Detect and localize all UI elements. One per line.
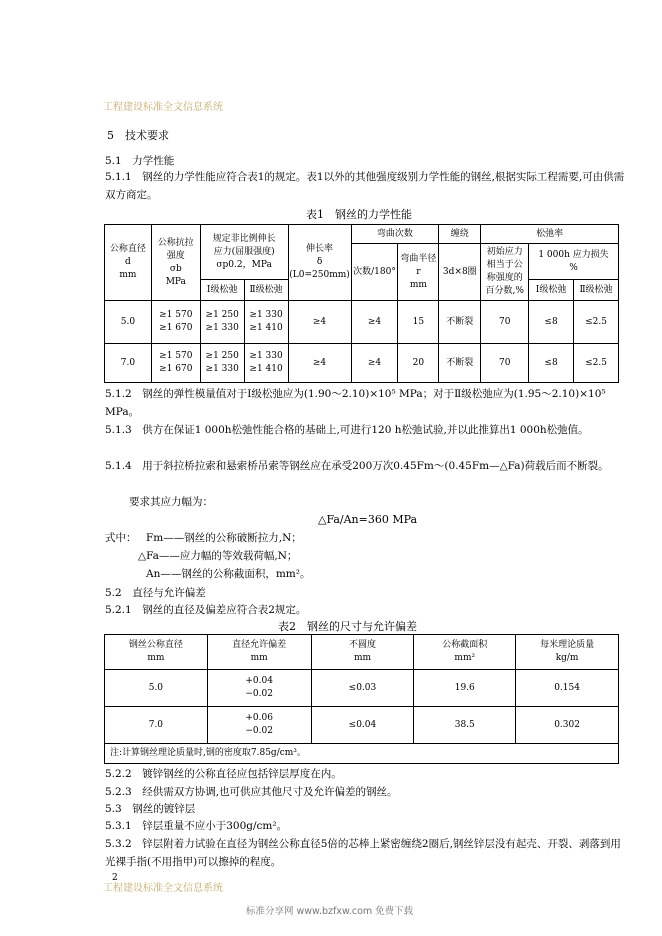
t1-cell-yield2: ≥1 330 ≥1 410 — [244, 301, 288, 344]
paragraph-5-1-2: 5.1.2 钢丝的弹性模量值对于Ⅰ级松弛应为(1.90～2.10)×10⁵ MPa；对于Ⅱ级松弛应为(1.95～2.10)×10⁵ MPa。 — [105, 388, 606, 418]
t1-cell-yield2: ≥1 330 ≥1 410 — [244, 344, 288, 383]
section-heading-5-3: 5.3 钢丝的镀锌层 — [105, 803, 196, 815]
t1-cell-wind: 不断裂 — [439, 301, 481, 344]
t1-header-relax-class1: Ⅰ级松弛 — [529, 280, 574, 301]
t1-cell-elongation: ≥4 — [288, 301, 351, 344]
section-heading-5-1: 5.1 力学性能 — [105, 155, 175, 167]
t1-header-yield-class2: Ⅱ级松弛 — [244, 280, 288, 301]
paragraph-5-1-4: 5.1.4 用于斜拉桥拉索和悬索桥吊索等钢丝应在承受200万次0.45Fm～(0.45Fm—△Fa)荷载后而不断裂。 — [105, 460, 609, 472]
table1-caption: 表1 钢丝的力学性能 — [306, 208, 412, 221]
t2-cell-area: 38.5 — [414, 707, 516, 744]
t1-header-relax-loss: 1 000h 应力损失 % — [529, 244, 619, 280]
paragraph-5-1-3: 5.1.3 供方在保证1 000h松弛性能合格的基础上,可进行120 h松弛试验,并以此推算出1 000h松弛值。 — [105, 424, 589, 436]
t1-cell-elongation: ≥4 — [288, 344, 351, 383]
table2-caption: 表2 钢丝的尺寸与允许偏差 — [278, 620, 417, 633]
t1-header-bend-count: 次数/180° — [351, 244, 398, 301]
paragraph-5-1-1: 5.1.1 钢丝的力学性能应符合表1的规定。表1以外的其他强度级别力学性能的钢丝,根据实际工程需要,可由供需双方商定。 — [105, 171, 625, 201]
t1-cell-diameter: 5.0 — [105, 301, 152, 344]
t2-cell-mass: 0.302 — [516, 707, 619, 744]
paragraph-5-3-1: 5.3.1 锌层重量不应小于300g/cm²。 — [105, 820, 288, 832]
t1-cell-bend: ≥4 — [351, 301, 398, 344]
t1-cell-loss2: ≤2.5 — [574, 344, 619, 383]
t2-cell-ovality: ≤0.03 — [311, 670, 414, 707]
t1-cell-loss1: ≤8 — [529, 301, 574, 344]
t2-cell-diameter: 7.0 — [105, 707, 208, 744]
t1-cell-diameter: 7.0 — [105, 344, 152, 383]
t1-header-diameter: 公称直径 d mm — [105, 225, 152, 301]
t1-cell-tensile: ≥1 570 ≥1 670 — [151, 301, 200, 344]
watermark-bottom: 工程建设标准全文信息系统 — [103, 883, 223, 894]
t1-header-bend-radius: 弯曲半径 r mm — [398, 244, 439, 301]
t2-cell-deviation: +0.06 −0.02 — [207, 707, 311, 744]
t1-header-tensile: 公称抗拉 强度 σb MPa — [151, 225, 200, 301]
t2-header-diameter: 钢丝公称直径 mm — [105, 635, 208, 670]
t1-header-bend: 弯曲次数 — [351, 225, 439, 244]
t2-cell-area: 19.6 — [414, 670, 516, 707]
t1-header-yield: 规定非比例伸长 应力(屈服强度) σp0.2，MPa — [200, 225, 288, 280]
section-heading-5: 5 技术要求 — [107, 129, 169, 142]
table-row — [105, 670, 619, 707]
t1-cell-radius: 20 — [398, 344, 439, 383]
t1-header-relax: 松弛率 — [481, 225, 619, 244]
site-footer: 标准分享网 www.bzfxw.com 免费下载 — [246, 906, 414, 917]
table-row — [105, 707, 619, 744]
t2-cell-deviation: +0.04 −0.02 — [207, 670, 311, 707]
t1-cell-yield1: ≥1 250 ≥1 330 — [200, 301, 244, 344]
t2-note: 注:计算钢丝理论质量时,钢的密度取7.85g/cm³。 — [105, 744, 619, 764]
table2-dimensions — [104, 634, 619, 764]
page-number: 2 — [112, 873, 118, 883]
t2-header-ovality: 不圆度 mm — [311, 635, 414, 670]
paragraph-5-2-2: 5.2.2 镀锌钢丝的公称直径应包括锌层厚度在内。 — [105, 768, 342, 780]
t2-cell-diameter: 5.0 — [105, 670, 208, 707]
watermark-top: 工程建设标准全文信息系统 — [103, 102, 223, 113]
definition-prefix: 式中： — [105, 532, 137, 544]
t1-cell-initial: 70 — [481, 301, 529, 344]
t1-header-elongation: 伸长率 δ (L0=250mm) — [288, 225, 351, 301]
t1-cell-loss1: ≤8 — [529, 344, 574, 383]
t1-cell-radius: 15 — [398, 301, 439, 344]
table-row — [105, 344, 619, 383]
t1-header-yield-class1: Ⅰ级松弛 — [200, 280, 244, 301]
t1-cell-tensile: ≥1 570 ≥1 670 — [151, 344, 200, 383]
t1-cell-loss2: ≤2.5 — [574, 301, 619, 344]
t2-cell-mass: 0.154 — [516, 670, 619, 707]
paragraph-5-2-1: 5.2.1 钢丝的直径及偏差应符合表2规定。 — [105, 604, 307, 616]
t2-header-deviation: 直径允许偏差 mm — [207, 635, 311, 670]
t2-header-mass: 每米理论质量 kg/m — [516, 635, 619, 670]
paragraph-5-3-2: 5.3.2 锌层附着力试验在直径为钢丝公称直径5倍的芯棒上紧密缠绕2圈后,钢丝锌层没有起壳、开裂、剥落到用光裸手指(不用指甲)可以擦掉的程度。 — [105, 838, 621, 868]
t2-cell-ovality: ≤0.04 — [311, 707, 414, 744]
t2-header-area: 公称截面积 mm² — [414, 635, 516, 670]
t1-header-relax-initial: 初始应力 相当于公 称强度的 百分数,% — [481, 244, 529, 301]
t1-cell-bend: ≥4 — [351, 344, 398, 383]
definition-delta-fa: △Fa——应力幅的等效载荷幅,N； — [138, 550, 298, 562]
t1-cell-wind: 不断裂 — [439, 344, 481, 383]
t1-cell-initial: 70 — [481, 344, 529, 383]
definition-fm: Fm——钢丝的公称破断拉力,N； — [146, 532, 302, 544]
formula-stress-amplitude: △Fa/An=360 MPa — [318, 513, 418, 526]
definition-an: An——钢丝的公称截面积，mm²。 — [146, 568, 311, 580]
section-heading-5-2: 5.2 直径与允许偏差 — [105, 587, 206, 599]
paragraph-5-2-3: 5.2.3 经供需双方协调,也可供应其他尺寸及允许偏差的钢丝。 — [105, 786, 398, 798]
t1-header-wind: 缠绕 — [439, 225, 481, 244]
t1-header-wind-spec: 3d×8圈 — [439, 244, 481, 301]
table1-mechanical-properties — [104, 224, 619, 383]
t1-header-relax-class2: Ⅱ级松弛 — [574, 280, 619, 301]
paragraph-stress-amplitude: 要求其应力幅为： — [129, 496, 213, 508]
t1-cell-yield1: ≥1 250 ≥1 330 — [200, 344, 244, 383]
table-row — [105, 301, 619, 344]
